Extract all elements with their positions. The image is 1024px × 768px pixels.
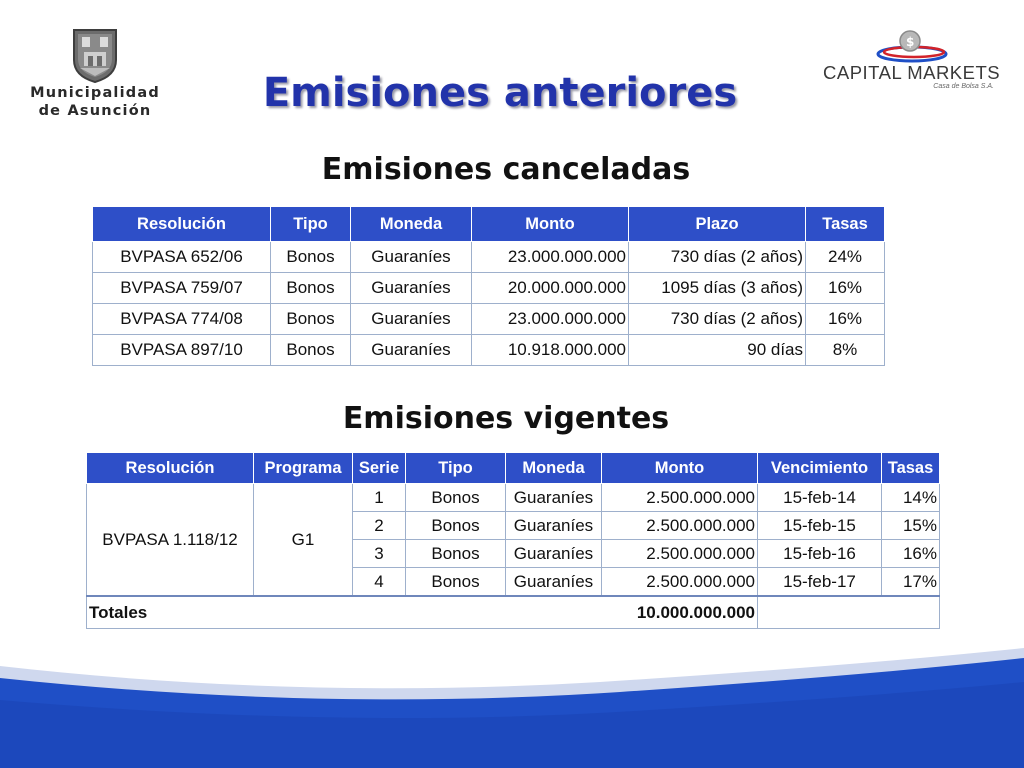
cell-tasa: 8% bbox=[806, 335, 885, 366]
col-vencimiento: Vencimiento bbox=[758, 453, 882, 484]
cell-resolucion: BVPASA 1.118/12 bbox=[87, 484, 254, 597]
cell-tipo: Bonos bbox=[406, 512, 506, 540]
cell-vencimiento: 15-feb-17 bbox=[758, 568, 882, 597]
table-row bbox=[93, 242, 885, 273]
vigentes-header-row bbox=[87, 453, 940, 484]
totals-label: Totales bbox=[87, 596, 602, 629]
vigentes-heading: Emisiones vigentes bbox=[342, 401, 670, 436]
cell-monto: 2.500.000.000 bbox=[602, 512, 758, 540]
municipalidad-line1: Municipalidad bbox=[30, 85, 160, 101]
cell-vencimiento: 15-feb-15 bbox=[758, 512, 882, 540]
col-serie: Serie bbox=[353, 453, 406, 484]
cell-tasa: 24% bbox=[806, 242, 885, 273]
cell-monto: 2.500.000.000 bbox=[602, 540, 758, 568]
cell-plazo: 90 días bbox=[629, 335, 806, 366]
cell-serie: 2 bbox=[353, 512, 406, 540]
cell-tasa: 14% bbox=[882, 484, 940, 512]
cell-resolucion: BVPASA 759/07 bbox=[93, 273, 271, 304]
cell-monto: 23.000.000.000 bbox=[472, 242, 629, 273]
capital-markets-sub: Casa de Bolsa S.A. bbox=[933, 83, 994, 90]
totals-value: 10.000.000.000 bbox=[602, 596, 758, 629]
cell-vencimiento: 15-feb-14 bbox=[758, 484, 882, 512]
cell-moneda: Guaraníes bbox=[506, 568, 602, 597]
cell-monto: 2.500.000.000 bbox=[602, 484, 758, 512]
cell-moneda: Guaraníes bbox=[506, 540, 602, 568]
cell-resolucion: BVPASA 897/10 bbox=[93, 335, 271, 366]
col-resolucion: Resolución bbox=[93, 207, 271, 242]
cell-monto: 10.918.000.000 bbox=[472, 335, 629, 366]
table-row bbox=[87, 484, 940, 512]
vigentes-table bbox=[86, 452, 940, 629]
cell-tasa: 16% bbox=[806, 304, 885, 335]
canceladas-header-row bbox=[93, 207, 885, 242]
col-monto: Monto bbox=[472, 207, 629, 242]
cell-serie: 4 bbox=[353, 568, 406, 597]
cell-tipo: Bonos bbox=[406, 540, 506, 568]
col-resolucion: Resolución bbox=[87, 453, 254, 484]
totals-empty bbox=[758, 596, 940, 629]
col-moneda: Moneda bbox=[351, 207, 472, 242]
cell-programa: G1 bbox=[254, 484, 353, 597]
cell-plazo: 730 días (2 años) bbox=[629, 304, 806, 335]
cell-moneda: Guaraníes bbox=[351, 304, 472, 335]
cell-tasa: 16% bbox=[806, 273, 885, 304]
cell-moneda: Guaraníes bbox=[506, 512, 602, 540]
cell-resolucion: BVPASA 652/06 bbox=[93, 242, 271, 273]
cell-monto: 2.500.000.000 bbox=[602, 568, 758, 597]
col-monto: Monto bbox=[602, 453, 758, 484]
cell-serie: 1 bbox=[353, 484, 406, 512]
cell-tipo: Bonos bbox=[406, 568, 506, 597]
col-plazo: Plazo bbox=[629, 207, 806, 242]
page-title: Emisiones anteriores bbox=[262, 70, 738, 116]
col-tasas: Tasas bbox=[882, 453, 940, 484]
col-programa: Programa bbox=[254, 453, 353, 484]
cell-tipo: Bonos bbox=[271, 335, 351, 366]
col-moneda: Moneda bbox=[506, 453, 602, 484]
cell-plazo: 1095 días (3 años) bbox=[629, 273, 806, 304]
table-row bbox=[93, 273, 885, 304]
canceladas-table bbox=[92, 206, 885, 366]
totals-row bbox=[87, 596, 940, 629]
table-row bbox=[93, 304, 885, 335]
cell-tasa: 17% bbox=[882, 568, 940, 597]
cell-tipo: Bonos bbox=[271, 242, 351, 273]
cell-vencimiento: 15-feb-16 bbox=[758, 540, 882, 568]
cell-plazo: 730 días (2 años) bbox=[629, 242, 806, 273]
capital-markets-name: CAPITAL MARKETS bbox=[823, 62, 1001, 83]
svg-text:$: $ bbox=[906, 35, 915, 49]
cell-monto: 20.000.000.000 bbox=[472, 273, 629, 304]
cell-moneda: Guaraníes bbox=[351, 335, 472, 366]
col-tipo: Tipo bbox=[271, 207, 351, 242]
footer-wave bbox=[0, 630, 1024, 768]
cell-moneda: Guaraníes bbox=[351, 242, 472, 273]
col-tasas: Tasas bbox=[806, 207, 885, 242]
cell-tipo: Bonos bbox=[271, 273, 351, 304]
table-row bbox=[93, 335, 885, 366]
municipalidad-line2: de Asunción bbox=[38, 103, 152, 119]
cell-moneda: Guaraníes bbox=[506, 484, 602, 512]
cell-tipo: Bonos bbox=[406, 484, 506, 512]
cell-monto: 23.000.000.000 bbox=[472, 304, 629, 335]
capital-markets-emblem-icon bbox=[874, 28, 954, 64]
cell-tasa: 15% bbox=[882, 512, 940, 540]
col-tipo: Tipo bbox=[406, 453, 506, 484]
canceladas-heading: Emisiones canceladas bbox=[321, 152, 691, 187]
cell-tasa: 16% bbox=[882, 540, 940, 568]
cell-resolucion: BVPASA 774/08 bbox=[93, 304, 271, 335]
cell-serie: 3 bbox=[353, 540, 406, 568]
cell-tipo: Bonos bbox=[271, 304, 351, 335]
cell-moneda: Guaraníes bbox=[351, 273, 472, 304]
